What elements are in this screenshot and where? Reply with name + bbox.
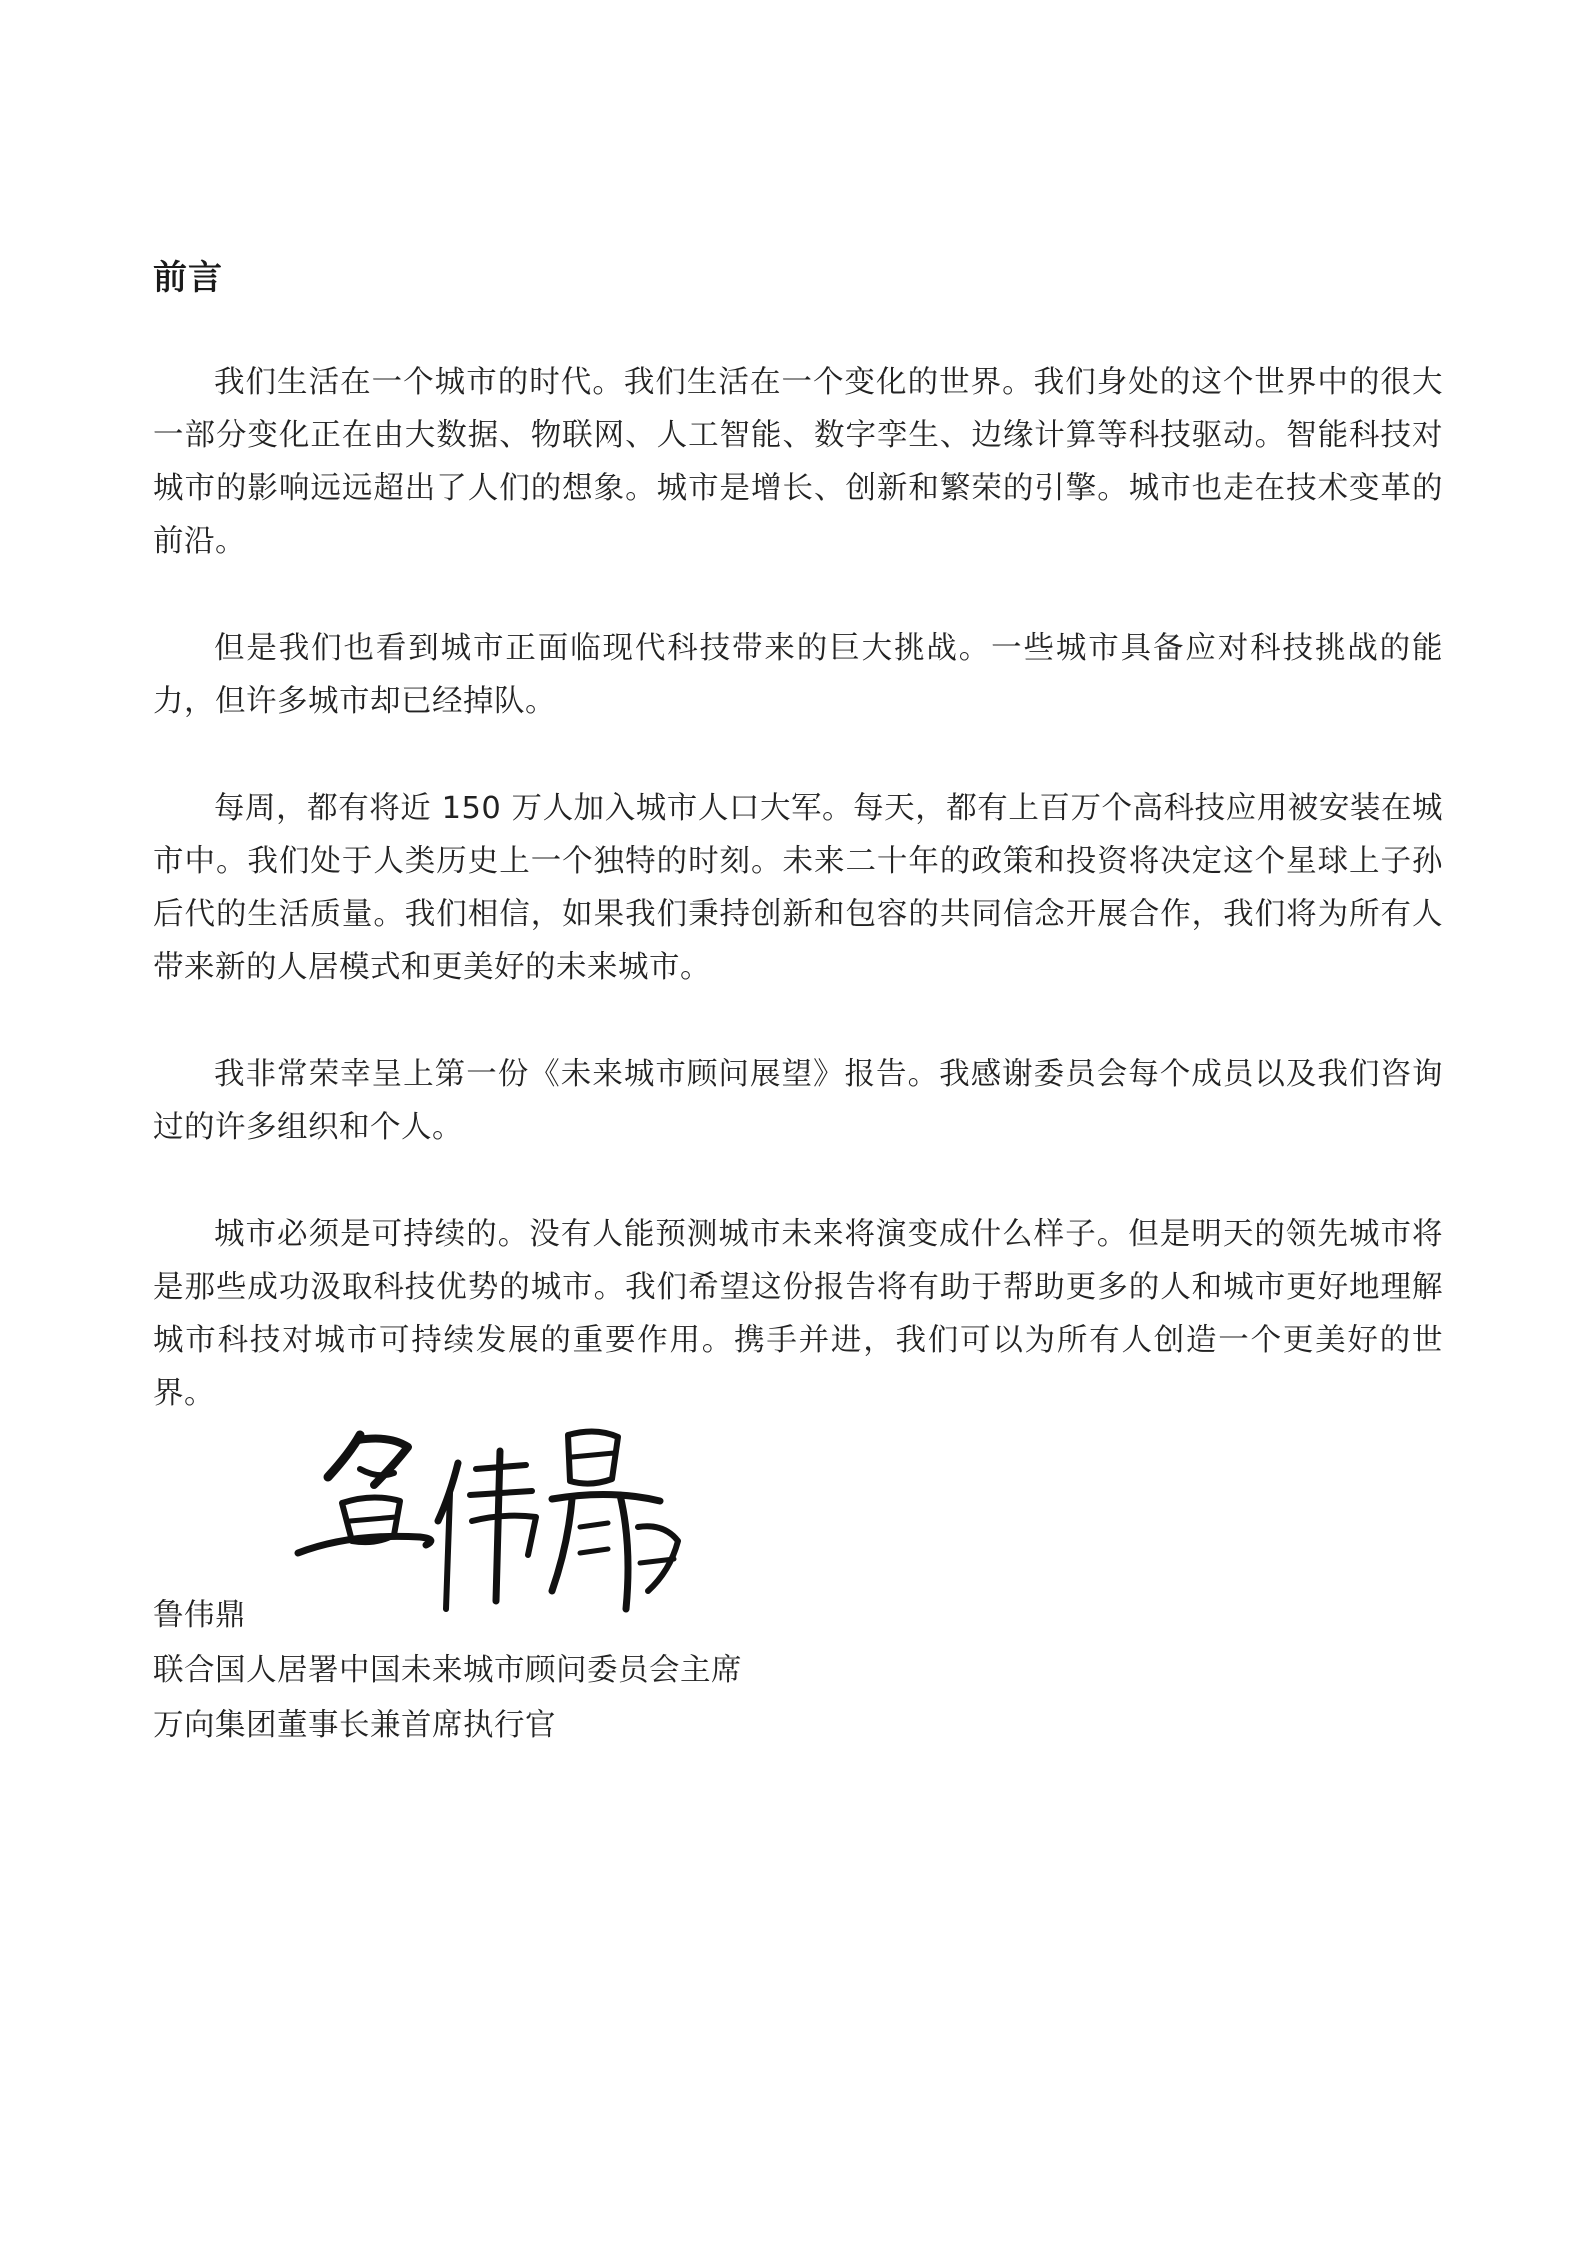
paragraph-1: 我们生活在一个城市的时代。我们生活在一个变化的世界。我们身处的这个世界中的很大一部分变化正在由大数据、物联网、人工智能、数字孪生、边缘计算等科技驱动。智能科技对城市的影响远远超出了人们的想象。城市是增长、创新和繁荣的引擎。城市也走在技术变革的前沿。 bbox=[153, 365, 1443, 559]
paragraph-2: 但是我们也看到城市正面临现代科技带来的巨大挑战。一些城市具备应对科技挑战的能力，但许多城市却已经掉队。 bbox=[153, 631, 1443, 719]
signer-block bbox=[153, 1588, 742, 1753]
page-title: 前言 bbox=[153, 258, 223, 298]
paragraph-4: 我非常荣幸呈上第一份《未来城市顾问展望》报告。我感谢委员会每个成员以及我们咨询过的许多组织和个人。 bbox=[153, 1057, 1443, 1145]
signer-name: 鲁伟鼎 bbox=[153, 1598, 246, 1633]
signer-title-2: 万向集团董事长兼首席执行官 bbox=[153, 1708, 556, 1743]
preface-body bbox=[153, 356, 1443, 1474]
signer-title-1: 联合国人居署中国未来城市顾问委员会主席 bbox=[153, 1653, 742, 1688]
paragraph-3: 每周，都有将近 150 万人加入城市人口大军。每天，都有上百万个高科技应用被安装在城市中。我们处于人类历史上一个独特的时刻。未来二十年的政策和投资将决定这个星球上子孙后代的生活质量。我们相信，如果我们秉持创新和包容的共同信念开展合作，我们将为所有人带来新的人居模式和更美好的未来城市。 bbox=[153, 791, 1443, 985]
paragraph-5: 城市必须是可持续的。没有人能预测城市未来将演变成什么样子。但是明天的领先城市将是那些成功汲取科技优势的城市。我们希望这份报告将有助于帮助更多的人和城市更好地理解城市科技对城市可持续发展的重要作用。携手并进，我们可以为所有人创造一个更美好的世界。 bbox=[153, 1217, 1443, 1411]
